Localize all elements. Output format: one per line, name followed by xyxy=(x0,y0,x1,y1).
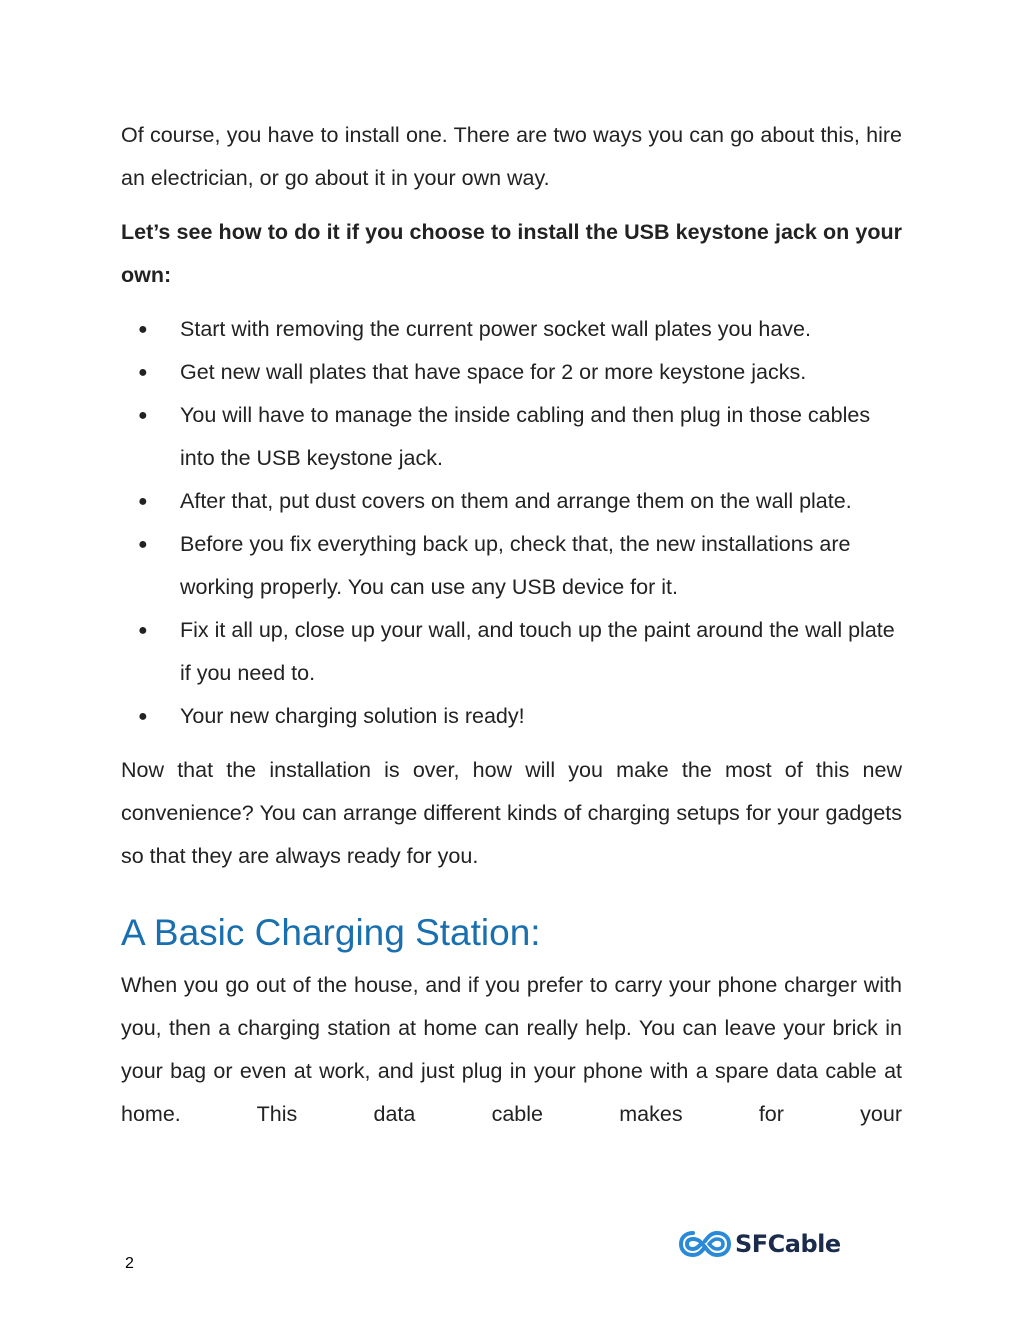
bold-lead-paragraph: Let’s see how to do it if you choose to install the USB keystone jack on your own: xyxy=(121,220,902,287)
list-item xyxy=(121,695,902,738)
bullet-icon: ● xyxy=(138,407,148,424)
bullet-icon: ● xyxy=(138,364,148,381)
list-item-text: Start with removing the current power socket wall plates you have. xyxy=(180,317,811,341)
list-item xyxy=(121,609,902,695)
bullet-icon: ● xyxy=(138,708,148,725)
bullet-icon: ● xyxy=(138,622,148,639)
page-number: 2 xyxy=(125,1255,134,1272)
intro-paragraph: Of course, you have to install one. There are two ways you can go about this, hire an electrician, or go about it in your own way. xyxy=(121,123,902,190)
list-item xyxy=(121,351,902,394)
bullet-icon: ● xyxy=(138,321,148,338)
section-paragraph: When you go out of the house, and if you prefer to carry your phone charger with you, then a charging station at home can really help. You can leave your brick in your bag or even at work, and just plug in your phone with a spare data cable at home. This data cable makes for your xyxy=(121,973,902,1126)
list-item-text: Fix it all up, close up your wall, and touch up the paint around the wall plate if you need to. xyxy=(180,618,895,685)
installation-steps-list xyxy=(121,308,902,738)
list-item xyxy=(121,523,902,609)
list-item xyxy=(121,394,902,480)
document-body xyxy=(121,114,902,1147)
list-item-text: After that, put dust covers on them and arrange them on the wall plate. xyxy=(180,489,852,513)
infinity-cable-icon xyxy=(679,1229,731,1259)
bullet-icon: ● xyxy=(138,536,148,553)
sfcable-logo xyxy=(679,1226,841,1262)
logo-wordmark: SFCable xyxy=(735,1230,841,1258)
list-item-text: You will have to manage the inside cabling and then plug in those cables into the USB keystone jack. xyxy=(180,403,871,470)
list-item xyxy=(121,480,902,523)
list-item xyxy=(121,308,902,351)
list-item-text: Before you fix everything back up, check that, the new installations are working properly. You can use any USB device for it. xyxy=(180,532,851,599)
list-item-text: Your new charging solution is ready! xyxy=(180,704,525,728)
after-list-paragraph: Now that the installation is over, how will you make the most of this new convenience? You can arrange different kinds of charging setups for your gadgets so that they are always ready for you. xyxy=(121,758,902,868)
bullet-icon: ● xyxy=(138,493,148,510)
section-heading: A Basic Charging Station: xyxy=(121,912,541,953)
list-item-text: Get new wall plates that have space for 2 or more keystone jacks. xyxy=(180,360,807,384)
